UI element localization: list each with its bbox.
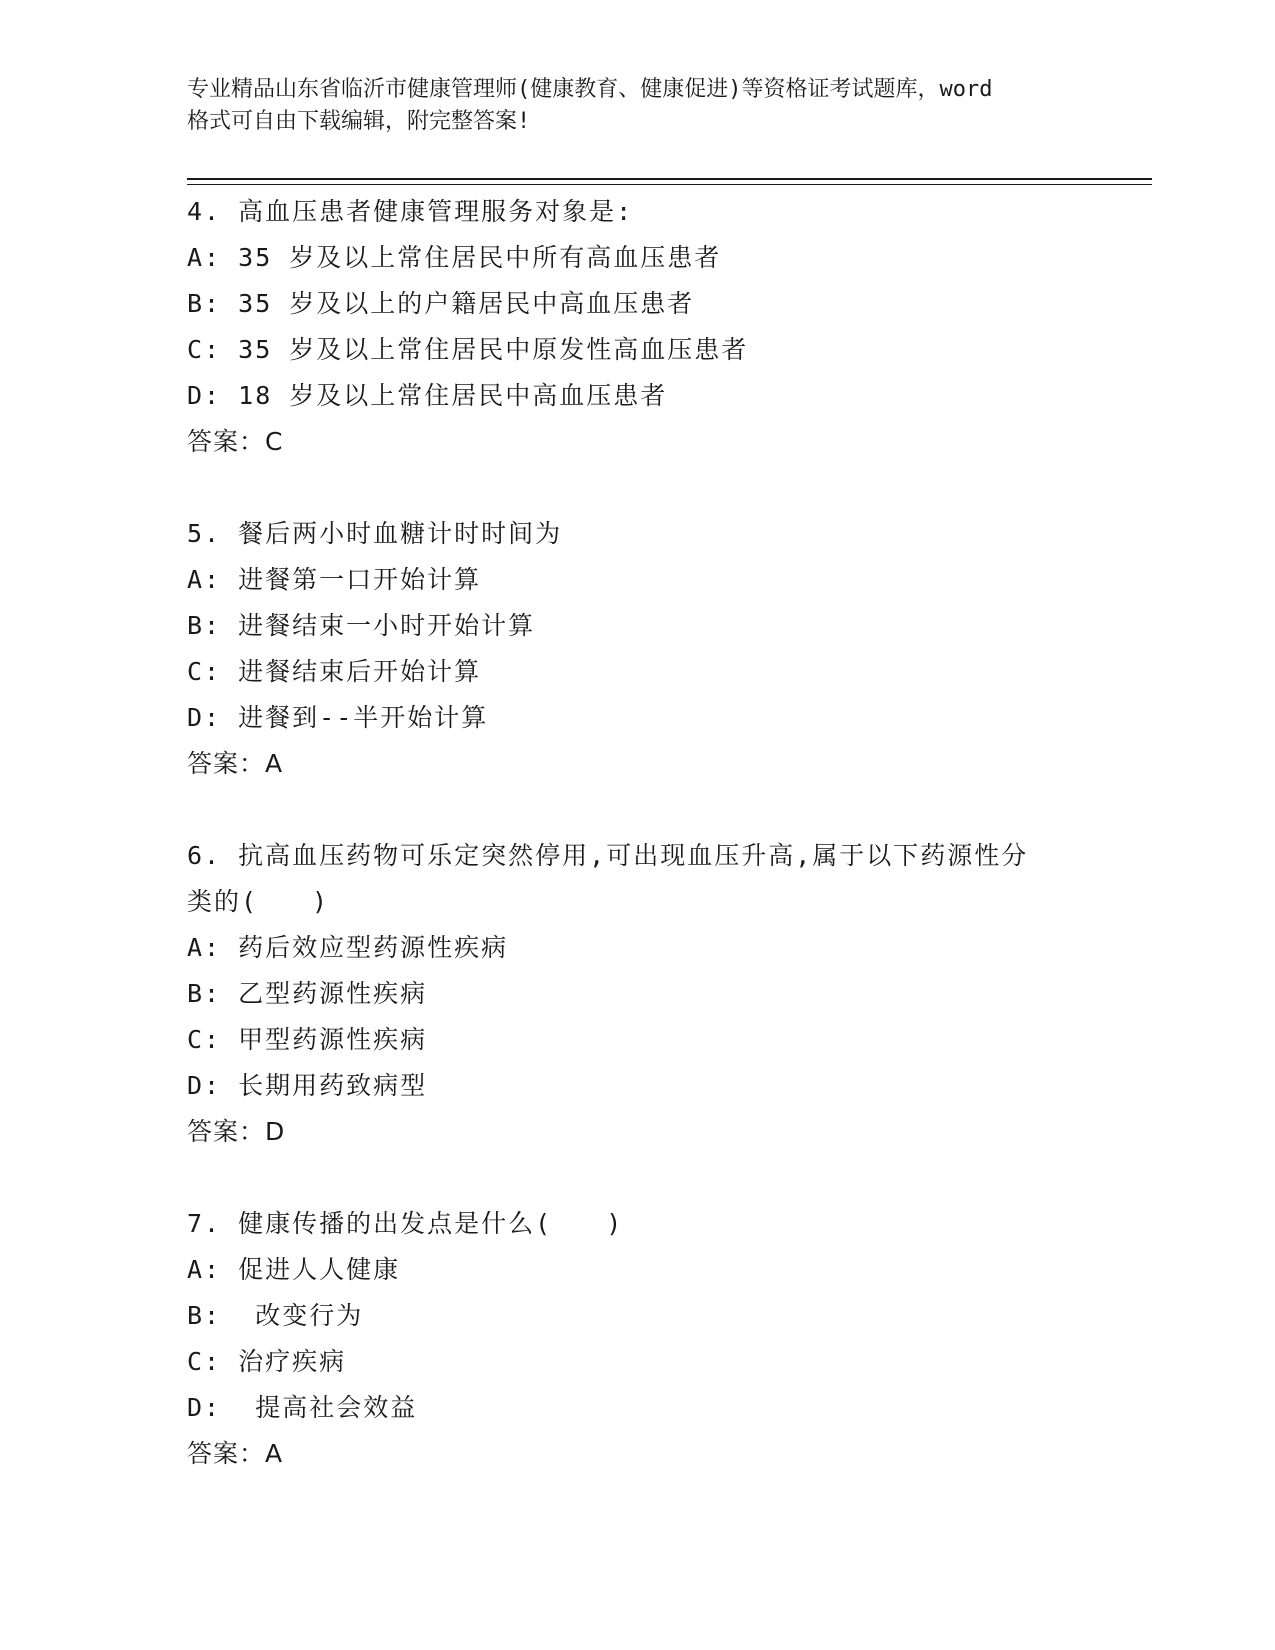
header-divider-thick (187, 178, 1152, 180)
option-d: D: 长期用药致病型 (187, 1071, 428, 1100)
question-text: 6. 抗高血压药物可乐定突然停用,可出现血压升高,属于以下药源性分 (187, 841, 1029, 870)
option-c: C: 35 岁及以上常住居民中原发性高血压患者 (187, 335, 749, 364)
option-d: D: 18 岁及以上常住居民中高血压患者 (187, 381, 668, 410)
answer-line: 答案：A (187, 1439, 284, 1468)
option-b: B: 乙型药源性疾病 (187, 979, 428, 1008)
option-c: C: 治疗疾病 (187, 1347, 347, 1376)
header-divider-thin (187, 184, 1152, 185)
option-a: A: 35 岁及以上常住居民中所有高血压患者 (187, 243, 722, 272)
header-line-2: 格式可自由下载编辑，附完整答案! (187, 109, 531, 134)
question-text: 5. 餐后两小时血糖计时时间为 (187, 519, 563, 548)
question-text-continued: 类的( ) (187, 887, 330, 916)
option-a: A: 进餐第一口开始计算 (187, 565, 482, 594)
header-line-1: 专业精品山东省临沂市健康管理师(健康教育、健康促进)等资格证考试题库，word (187, 77, 993, 102)
option-b: B: 改变行为 (187, 1301, 364, 1330)
option-b: B: 进餐结束一小时开始计算 (187, 611, 536, 640)
question-4 (187, 189, 1087, 465)
option-a: A: 药后效应型药源性疾病 (187, 933, 509, 962)
question-text: 4. 高血压患者健康管理服务对象是: (187, 197, 634, 226)
question-5 (187, 511, 1087, 787)
answer-line: 答案：D (187, 1117, 286, 1146)
option-d: D: 进餐到--半开始计算 (187, 703, 489, 732)
option-d: D: 提高社会效益 (187, 1393, 418, 1422)
answer-line: 答案：A (187, 749, 284, 778)
question-text: 7. 健康传播的出发点是什么( ) (187, 1209, 624, 1238)
question-6 (187, 833, 1087, 1155)
answer-line: 答案：C (187, 427, 284, 456)
question-list (187, 189, 1087, 1523)
option-b: B: 35 岁及以上的户籍居民中高血压患者 (187, 289, 695, 318)
option-c: C: 甲型药源性疾病 (187, 1025, 428, 1054)
option-a: A: 促进人人健康 (187, 1255, 401, 1284)
document-header (187, 74, 1087, 138)
option-c: C: 进餐结束后开始计算 (187, 657, 482, 686)
question-7 (187, 1201, 1087, 1477)
